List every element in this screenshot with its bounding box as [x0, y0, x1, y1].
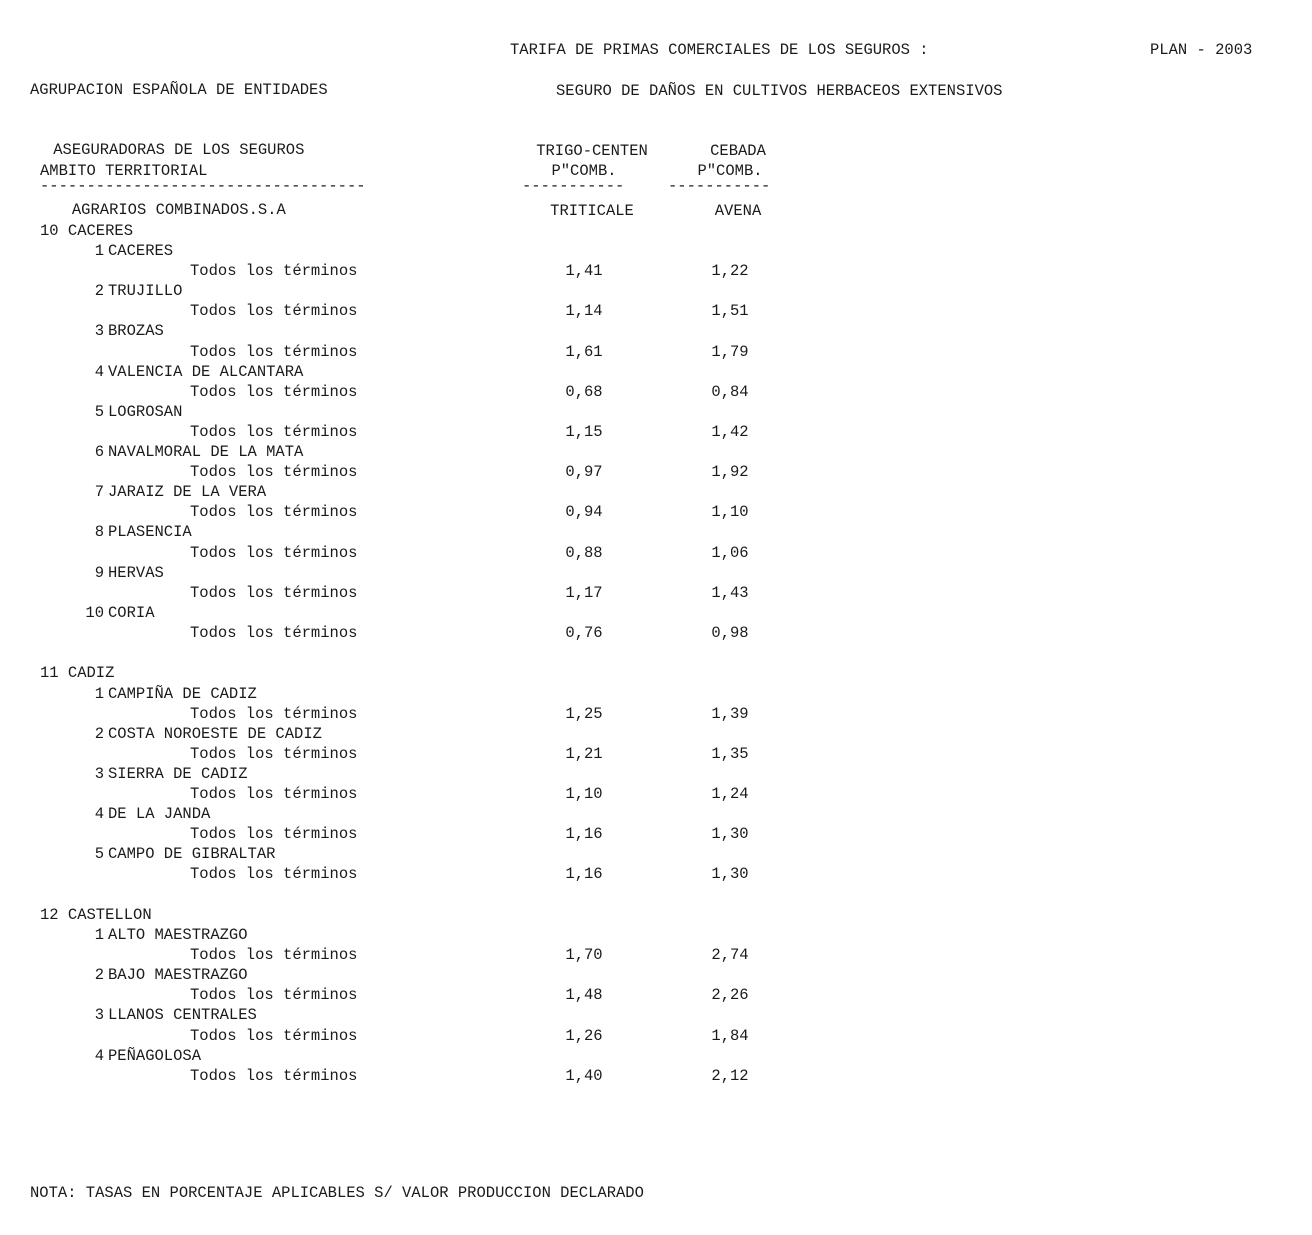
rate-trigo: 1,15 [565, 422, 603, 441]
rate-trigo: 1,41 [565, 262, 603, 281]
comarca-number: 7 [94, 483, 104, 502]
terminos-label: Todos los términos [190, 503, 358, 522]
table-row [0, 342, 1312, 362]
rate-cebada: 2,74 [711, 946, 749, 965]
comarca-row [0, 1005, 1312, 1025]
terminos-label: Todos los términos [190, 1026, 358, 1045]
province-row [0, 663, 1312, 683]
column-header-line: CEBADA [710, 142, 766, 160]
comarca-name: NAVALMORAL DE LA MATA [108, 443, 304, 462]
rate-cebada: 1,22 [711, 262, 749, 281]
comarca-number: 2 [94, 724, 104, 743]
table-row [0, 945, 1312, 965]
comarca-name: JARAIZ DE LA VERA [108, 483, 267, 502]
rate-cebada: 1,51 [711, 302, 749, 321]
tariff-table [0, 221, 1312, 1086]
terminos-label: Todos los términos [190, 785, 358, 804]
comarca-row [0, 724, 1312, 744]
comarca-name: PLASENCIA [108, 523, 192, 542]
comarca-row [0, 281, 1312, 301]
comarca-number: 4 [94, 362, 104, 381]
comarca-row [0, 844, 1312, 864]
rate-trigo: 1,16 [565, 865, 603, 884]
terminos-label: Todos los términos [190, 865, 358, 884]
table-row [0, 261, 1312, 281]
comarca-name: HERVAS [108, 563, 164, 582]
comarca-row [0, 804, 1312, 824]
comarca-row [0, 522, 1312, 542]
comarca-number: 9 [94, 563, 104, 582]
comarca-row [0, 965, 1312, 985]
comarca-row [0, 764, 1312, 784]
comarca-number: 2 [94, 282, 104, 301]
table-row [0, 985, 1312, 1005]
pcomb-label-1: P"COMB. [551, 162, 617, 180]
rate-cebada: 1,30 [711, 865, 749, 884]
table-row [0, 704, 1312, 724]
comarca-row [0, 563, 1312, 583]
province-row [0, 221, 1312, 241]
terminos-label: Todos los términos [190, 744, 358, 763]
pcomb-label-2: P"COMB. [697, 162, 763, 180]
dashed-rule: ----------- [522, 177, 625, 195]
comarca-name: BROZAS [108, 322, 164, 341]
table-row [0, 1066, 1312, 1086]
comarca-name: CACERES [108, 242, 174, 261]
table-row [0, 583, 1312, 603]
rate-trigo: 1,14 [565, 302, 603, 321]
rate-cebada: 1,39 [711, 704, 749, 723]
comarca-name: COSTA NOROESTE DE CADIZ [108, 724, 322, 743]
dashed-rule: ----------------------------------- [40, 177, 366, 195]
comarca-name: LOGROSAN [108, 402, 183, 421]
comarca-name: LLANOS CENTRALES [108, 1006, 257, 1025]
rate-trigo: 1,21 [565, 744, 603, 763]
comarca-number: 3 [94, 322, 104, 341]
dashed-rule: ----------- [668, 177, 771, 195]
column-header-line: TRITICALE [550, 202, 634, 220]
comarca-row [0, 925, 1312, 945]
comarca-number: 4 [94, 1046, 104, 1065]
table-row [0, 462, 1312, 482]
comarca-name: CORIA [108, 603, 155, 622]
rate-cebada: 1,43 [711, 583, 749, 602]
table-row [0, 864, 1312, 884]
rate-trigo: 1,16 [565, 825, 603, 844]
table-row [0, 824, 1312, 844]
comarca-name: TRUJILLO [108, 282, 183, 301]
column-header-line: AVENA [714, 202, 762, 220]
comarca-row [0, 362, 1312, 382]
rate-cebada: 1,42 [711, 422, 749, 441]
comarca-name: VALENCIA DE ALCANTARA [108, 362, 304, 381]
document-title: TARIFA DE PRIMAS COMERCIALES DE LOS SEGUROS : [510, 41, 929, 59]
rate-cebada: 1,24 [711, 785, 749, 804]
rate-cebada: 1,92 [711, 463, 749, 482]
rate-trigo: 1,40 [565, 1066, 603, 1085]
terminos-label: Todos los términos [190, 583, 358, 602]
comarca-row [0, 1046, 1312, 1066]
table-row [0, 502, 1312, 522]
rate-cebada: 1,30 [711, 825, 749, 844]
rate-cebada: 1,10 [711, 503, 749, 522]
rate-cebada: 2,26 [711, 986, 749, 1005]
org-line: ASEGURADORAS DE LOS SEGUROS [53, 141, 305, 159]
table-row [0, 744, 1312, 764]
rate-trigo: 1,26 [565, 1026, 603, 1045]
rate-trigo: 0,94 [565, 503, 603, 522]
table-row [0, 623, 1312, 643]
comarca-row [0, 603, 1312, 623]
comarca-number: 3 [94, 764, 104, 783]
plan-label: PLAN - 2003 [1150, 41, 1253, 59]
column-header-line: TRIGO-CENTEN [536, 142, 648, 160]
rate-trigo: 1,48 [565, 986, 603, 1005]
rate-trigo: 0,76 [565, 623, 603, 642]
comarca-name: ALTO MAESTRAZGO [108, 926, 248, 945]
rate-cebada: 1,06 [711, 543, 749, 562]
comarca-row [0, 482, 1312, 502]
rate-trigo: 0,97 [565, 463, 603, 482]
table-row [0, 1026, 1312, 1046]
rate-cebada: 1,35 [711, 744, 749, 763]
terminos-label: Todos los términos [190, 422, 358, 441]
rate-cebada: 0,98 [711, 623, 749, 642]
rate-cebada: 0,84 [711, 382, 749, 401]
rate-cebada: 2,12 [711, 1066, 749, 1085]
rate-trigo: 1,61 [565, 342, 603, 361]
province-label: 12 CASTELLON [40, 906, 152, 924]
comarca-number: 1 [94, 926, 104, 945]
comarca-number: 5 [94, 402, 104, 421]
table-row [0, 382, 1312, 402]
comarca-number: 6 [94, 443, 104, 462]
comarca-number: 8 [94, 523, 104, 542]
province-label: 11 CADIZ [40, 664, 115, 683]
terminos-label: Todos los términos [190, 262, 358, 281]
comarca-name: SIERRA DE CADIZ [108, 764, 248, 783]
province-label: 10 CACERES [40, 222, 134, 240]
table-row [0, 422, 1312, 442]
rate-trigo: 1,70 [565, 946, 603, 965]
comarca-name: CAMPIÑA DE CADIZ [108, 684, 257, 703]
terminos-label: Todos los términos [190, 463, 358, 482]
comarca-number: 4 [94, 805, 104, 824]
spacer [0, 643, 1312, 664]
organization-name [30, 40, 328, 240]
comarca-number: 10 [85, 603, 104, 622]
comarca-number: 2 [94, 966, 104, 985]
comarca-row [0, 442, 1312, 462]
table-row [0, 543, 1312, 563]
org-line: AGRUPACION ESPAÑOLA DE ENTIDADES [30, 81, 328, 99]
terminos-label: Todos los términos [190, 543, 358, 562]
comarca-row [0, 241, 1312, 261]
rate-trigo: 0,68 [565, 382, 603, 401]
table-row [0, 784, 1312, 804]
comarca-number: 1 [94, 684, 104, 703]
comarca-number: 5 [94, 845, 104, 864]
document-subtitle: SEGURO DE DAÑOS EN CULTIVOS HERBACEOS EXTENSIVOS [556, 82, 1003, 100]
rate-trigo: 1,17 [565, 583, 603, 602]
table-row [0, 301, 1312, 321]
ambito-territorial-label: AMBITO TERRITORIAL [40, 162, 208, 180]
rate-trigo: 1,25 [565, 704, 603, 723]
comarca-name: PEÑAGOLOSA [108, 1046, 202, 1065]
org-line: AGRARIOS COMBINADOS.S.A [71, 201, 286, 219]
footnote: NOTA: TASAS EN PORCENTAJE APLICABLES S/ VALOR PRODUCCION DECLARADO [30, 1184, 644, 1202]
terminos-label: Todos los términos [190, 946, 358, 965]
province-row [0, 905, 1312, 925]
rate-cebada: 1,84 [711, 1026, 749, 1045]
spacer [0, 885, 1312, 906]
terminos-label: Todos los términos [190, 1066, 358, 1085]
comarca-row [0, 321, 1312, 341]
terminos-label: Todos los términos [190, 302, 358, 321]
terminos-label: Todos los términos [190, 382, 358, 401]
comarca-row [0, 684, 1312, 704]
terminos-label: Todos los términos [190, 623, 358, 642]
terminos-label: Todos los términos [190, 342, 358, 361]
rate-trigo: 0,88 [565, 543, 603, 562]
rate-trigo: 1,10 [565, 785, 603, 804]
terminos-label: Todos los términos [190, 704, 358, 723]
terminos-label: Todos los términos [190, 825, 358, 844]
comarca-name: DE LA JANDA [108, 805, 211, 824]
rate-cebada: 1,79 [711, 342, 749, 361]
comarca-name: CAMPO DE GIBRALTAR [108, 845, 276, 864]
comarca-row [0, 402, 1312, 422]
terminos-label: Todos los términos [190, 986, 358, 1005]
comarca-name: BAJO MAESTRAZGO [108, 966, 248, 985]
comarca-number: 1 [94, 242, 104, 261]
comarca-number: 3 [94, 1006, 104, 1025]
